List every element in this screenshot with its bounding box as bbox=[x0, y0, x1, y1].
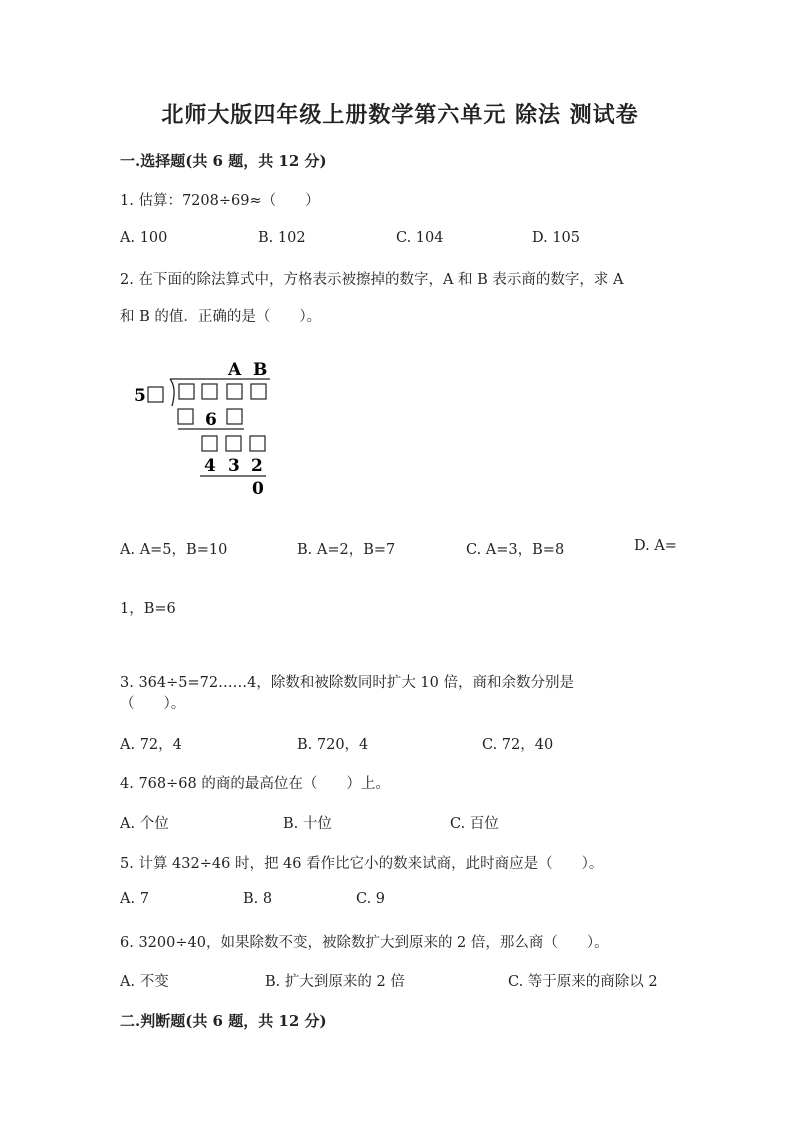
question-4-option-c[interactable]: C. 百位 bbox=[450, 816, 499, 832]
question-5-option-a[interactable]: A. 7 bbox=[120, 891, 149, 907]
question-4-option-a[interactable]: A. 个位 bbox=[120, 816, 169, 832]
final-remainder: 0 bbox=[252, 479, 264, 499]
question-5-option-c[interactable]: C. 9 bbox=[356, 891, 386, 907]
question-6-option-b[interactable]: B. 扩大到原来的 2 倍 bbox=[265, 974, 405, 990]
question-6-option-c[interactable]: C. 等于原来的商除以 2 bbox=[508, 974, 658, 990]
question-6-option-a[interactable]: A. 不变 bbox=[120, 974, 169, 990]
divisor-digit: 5 bbox=[134, 386, 146, 406]
section-heading-choice: 一.选择题(共 6 题，共 12 分) bbox=[120, 152, 327, 170]
remainder-box bbox=[226, 436, 241, 451]
dividend-box bbox=[227, 384, 242, 399]
question-3-option-a[interactable]: A. 72，4 bbox=[120, 737, 182, 753]
divisor-box bbox=[148, 387, 163, 402]
quotient-b: B bbox=[253, 360, 268, 380]
product-digit: 4 bbox=[204, 456, 216, 476]
question-2-option-c[interactable]: C. A=3，B=8 bbox=[466, 542, 565, 558]
dividend-box bbox=[251, 384, 266, 399]
product-box bbox=[178, 409, 193, 424]
question-5-option-b[interactable]: B. 8 bbox=[243, 891, 273, 907]
page-title: 北师大版四年级上册数学第六单元 除法 测试卷 bbox=[161, 102, 639, 128]
product-digit: 2 bbox=[251, 456, 263, 476]
question-1-option-d[interactable]: D. 105 bbox=[532, 230, 581, 246]
question-2-stem-line-2: 和 B 的值．正确的是（ ）。 bbox=[120, 309, 322, 325]
question-1-option-c[interactable]: C. 104 bbox=[396, 230, 444, 246]
question-4-stem: 4. 768÷68 的商的最高位在（ ）上。 bbox=[120, 776, 390, 792]
question-3-stem-line-2: （ ）。 bbox=[120, 696, 186, 712]
long-division-figure bbox=[120, 350, 290, 510]
question-1-option-a[interactable]: A. 100 bbox=[120, 230, 168, 246]
question-3-stem-line-1: 3. 364÷5=72……4，除数和被除数同时扩大 10 倍，商和余数分别是 bbox=[120, 675, 574, 691]
question-5-stem: 5. 计算 432÷46 时，把 46 看作比它小的数来试商，此时商应是（ ）。 bbox=[120, 856, 604, 872]
question-2-stem-line-1: 2. 在下面的除法算式中，方格表示被擦掉的数字，A 和 B 表示商的数字，求 A bbox=[120, 272, 624, 288]
product-box bbox=[227, 409, 242, 424]
product-digit: 3 bbox=[228, 456, 240, 476]
question-2-option-a[interactable]: A. A=5，B=10 bbox=[120, 542, 228, 558]
remainder-box bbox=[250, 436, 265, 451]
product-digit: 6 bbox=[205, 410, 217, 430]
question-2-option-d[interactable]: D. A= bbox=[634, 538, 677, 554]
quotient-a: A bbox=[228, 360, 242, 380]
division-bracket bbox=[170, 379, 174, 406]
question-6-stem: 6. 3200÷40，如果除数不变，被除数扩大到原来的 2 倍，那么商（ ）。 bbox=[120, 935, 609, 951]
dividend-box bbox=[179, 384, 194, 399]
question-3-option-c[interactable]: C. 72，40 bbox=[482, 737, 554, 753]
section-heading-true-false: 二.判断题(共 6 题，共 12 分) bbox=[120, 1012, 327, 1030]
dividend-box bbox=[202, 384, 217, 399]
question-2-option-b[interactable]: B. A=2，B=7 bbox=[297, 542, 396, 558]
question-4-option-b[interactable]: B. 十位 bbox=[283, 816, 332, 832]
remainder-box bbox=[202, 436, 217, 451]
question-2-option-d-continued: 1，B=6 bbox=[120, 601, 176, 617]
question-1-option-b[interactable]: B. 102 bbox=[258, 230, 306, 246]
question-1-stem: 1. 估算：7208÷69≈（ ） bbox=[120, 193, 320, 209]
question-3-option-b[interactable]: B. 720，4 bbox=[297, 737, 369, 753]
